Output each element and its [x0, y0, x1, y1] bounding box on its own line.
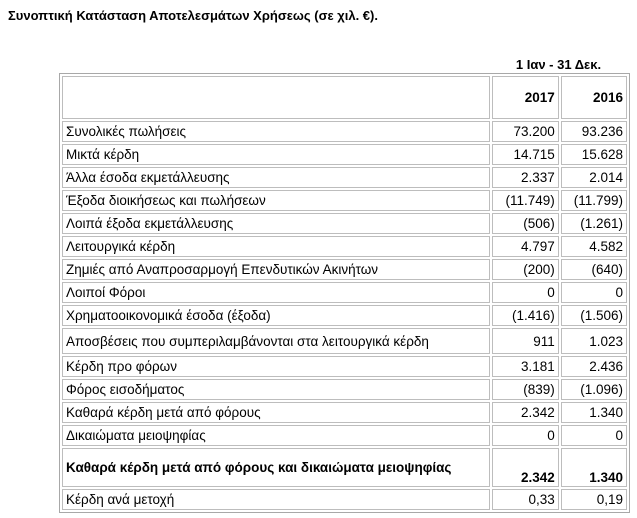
row-label: Λοιπά έξοδα εκμετάλλευσης	[62, 213, 490, 234]
row-total-sales	[62, 121, 627, 142]
value-2017: 0,33	[492, 489, 559, 510]
value-2017: 3.181	[492, 356, 559, 377]
value-2016: 0	[561, 282, 627, 303]
row-label: Καθαρά κέρδη μετά από φόρους και δικαιώματα μειοψηφίας	[62, 448, 490, 487]
row-label: Κέρδη προ φόρων	[62, 356, 490, 377]
value-2017: (506)	[492, 213, 559, 234]
row-other-operating-income	[62, 167, 627, 188]
row-net-profit-after-tax-and-minorities	[62, 448, 627, 487]
row-depreciation	[62, 328, 627, 354]
value-2016: (1.096)	[561, 379, 627, 400]
header-label-cell	[62, 76, 490, 119]
value-2016: (1.261)	[561, 213, 627, 234]
row-label: Άλλα έσοδα εκμετάλλευσης	[62, 167, 490, 188]
value-2016: 93.236	[561, 121, 627, 142]
period-header: 1 Ιαν - 31 Δεκ.	[515, 57, 602, 72]
row-admin-selling-expenses	[62, 190, 627, 211]
header-2016: 2016	[561, 76, 627, 119]
row-minority-interests	[62, 425, 627, 446]
value-2016: 0	[561, 425, 627, 446]
value-2017: (11.749)	[492, 190, 559, 211]
value-2017: 2.337	[492, 167, 559, 188]
row-other-taxes	[62, 282, 627, 303]
value-2017: 2.342	[492, 448, 559, 487]
row-profit-before-tax	[62, 356, 627, 377]
row-label: Ζημιές από Αναπροσαρμογή Επενδυτικών Ακινήτων	[62, 259, 490, 280]
income-statement-table	[59, 73, 630, 513]
value-2016: 1.340	[561, 402, 627, 423]
value-2016: 2.014	[561, 167, 627, 188]
statement-title: Συνοπτική Κατάσταση Αποτελεσμάτων Χρήσεως (σε χιλ. €).	[8, 8, 378, 23]
value-2016: 1.340	[561, 448, 627, 487]
value-2017: 0	[492, 425, 559, 446]
row-label: Κέρδη ανά μετοχή	[62, 489, 490, 510]
row-operating-profit	[62, 236, 627, 257]
row-financial-income-expense	[62, 305, 627, 326]
value-2017: 73.200	[492, 121, 559, 142]
value-2016: 4.582	[561, 236, 627, 257]
row-label: Φόρος εισοδήματος	[62, 379, 490, 400]
value-2017: (200)	[492, 259, 559, 280]
value-2017: 0	[492, 282, 559, 303]
row-gross-profit	[62, 144, 627, 165]
row-net-profit-after-tax	[62, 402, 627, 423]
value-2016: (640)	[561, 259, 627, 280]
row-other-operating-expenses	[62, 213, 627, 234]
header-row	[62, 76, 627, 119]
header-2017: 2017	[492, 76, 559, 119]
value-2017: (839)	[492, 379, 559, 400]
value-2017: (1.416)	[492, 305, 559, 326]
row-label: Λειτουργικά κέρδη	[62, 236, 490, 257]
value-2016: (1.506)	[561, 305, 627, 326]
row-label: Έξοδα διοικήσεως και πωλήσεων	[62, 190, 490, 211]
value-2016: 1.023	[561, 328, 627, 354]
row-label: Μικτά κέρδη	[62, 144, 490, 165]
value-2017: 14.715	[492, 144, 559, 165]
row-label: Χρηματοοικονομικά έσοδα (έξοδα)	[62, 305, 490, 326]
value-2016: 2.436	[561, 356, 627, 377]
row-label: Αποσβέσεις που συμπεριλαμβάνονται στα λειτουργικά κέρδη	[62, 328, 490, 354]
row-property-revaluation-losses	[62, 259, 627, 280]
value-2016: 0,19	[561, 489, 627, 510]
row-income-tax	[62, 379, 627, 400]
value-2017: 2.342	[492, 402, 559, 423]
value-2017: 4.797	[492, 236, 559, 257]
row-earnings-per-share	[62, 489, 627, 510]
row-label: Δικαιώματα μειοψηφίας	[62, 425, 490, 446]
value-2016: 15.628	[561, 144, 627, 165]
row-label: Λοιποί Φόροι	[62, 282, 490, 303]
row-label: Συνολικές πωλήσεις	[62, 121, 490, 142]
value-2016: (11.799)	[561, 190, 627, 211]
value-2017: 911	[492, 328, 559, 354]
row-label: Καθαρά κέρδη μετά από φόρους	[62, 402, 490, 423]
